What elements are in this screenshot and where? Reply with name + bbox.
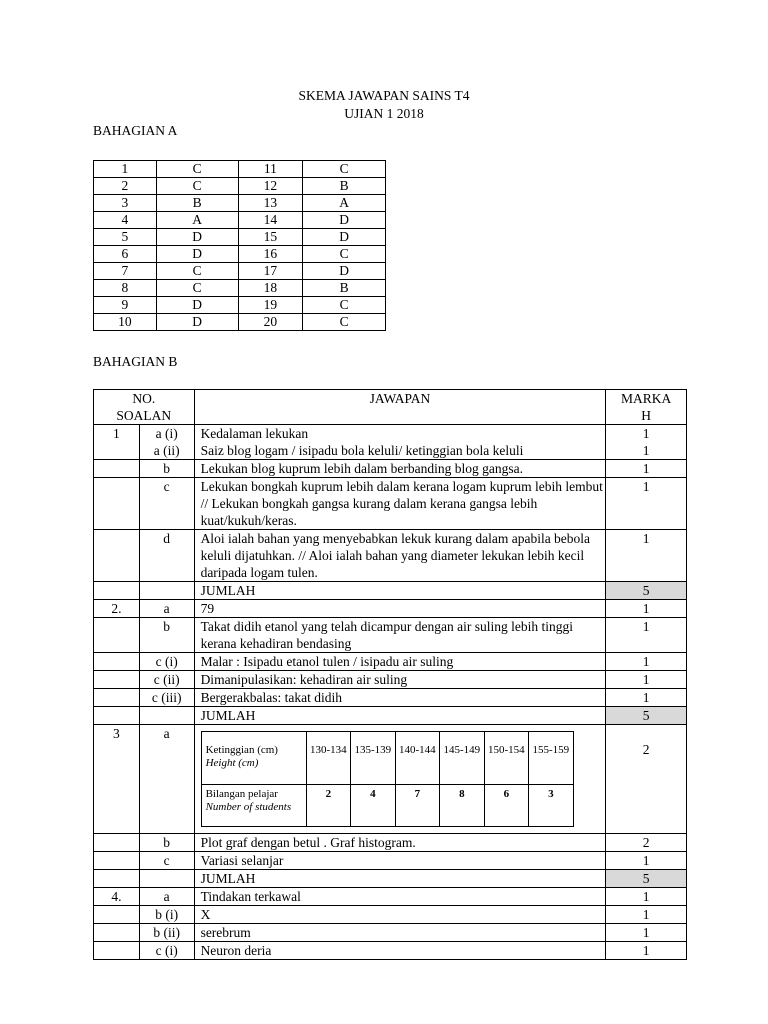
mark-value: 1 (606, 442, 687, 460)
sub-question: c (i) (139, 942, 194, 960)
students-row (201, 785, 573, 827)
answer-letter: C (156, 178, 238, 195)
answer-letter: C (303, 246, 386, 263)
total-row (94, 582, 687, 600)
answer-text: Dimanipulasikan: kehadiran air suling (194, 671, 606, 689)
sub-question: c (i) (139, 653, 194, 671)
table-row (94, 229, 386, 246)
question-number-empty (94, 834, 140, 852)
answer-text: Plot graf dengan betul . Graf histogram. (194, 834, 606, 852)
question-number-empty (94, 689, 140, 707)
question-number-empty (94, 653, 140, 671)
table-row (94, 195, 386, 212)
section-a-answer-table (93, 160, 386, 331)
sub-question: b (139, 460, 194, 478)
mark-value: 1 (606, 888, 687, 906)
question-number: 7 (94, 263, 157, 280)
height-label (201, 732, 306, 785)
question-number: 1 (94, 425, 140, 460)
mark-value: 1 (606, 653, 687, 671)
table-row (94, 297, 386, 314)
header-jawapan: JAWAPAN (194, 390, 606, 425)
answer-text: Tindakan terkawal (194, 888, 606, 906)
section-b-heading: BAHAGIAN B (93, 354, 178, 369)
sub-question: b (139, 834, 194, 852)
answer-letter: B (303, 280, 386, 297)
answer-letter: C (303, 161, 386, 178)
height-row (201, 732, 573, 785)
answer-text: serebrum (194, 924, 606, 942)
height-range: 155-159 (529, 732, 574, 785)
question-number-empty (94, 671, 140, 689)
students-label-ms: Bilangan pelajar (205, 788, 278, 800)
question-number-empty (94, 478, 140, 530)
mark-value: 2 (606, 725, 687, 834)
mark-value: 1 (606, 671, 687, 689)
height-range: 130-134 (306, 732, 351, 785)
table-row (94, 834, 687, 852)
answer-text: Neuron deria (194, 942, 606, 960)
total-value: 5 (606, 582, 687, 600)
question-number: 15 (238, 229, 303, 246)
sub-question: a (139, 888, 194, 906)
table-row (94, 178, 386, 195)
question-number: 16 (238, 246, 303, 263)
table-row (94, 725, 687, 834)
total-value: 5 (606, 707, 687, 725)
table-row (94, 942, 687, 960)
table-row (94, 671, 687, 689)
height-frequency-table (201, 731, 574, 827)
question-number: 8 (94, 280, 157, 297)
student-count: 4 (351, 785, 396, 827)
height-table-cell (194, 725, 606, 834)
table-row (94, 653, 687, 671)
question-number: 1 (94, 161, 157, 178)
student-count: 8 (440, 785, 485, 827)
table-row (94, 263, 386, 280)
height-label-en: Height (cm) (205, 757, 259, 769)
header-no-soalan (94, 390, 195, 425)
height-range: 140-144 (395, 732, 440, 785)
height-range: 145-149 (440, 732, 485, 785)
question-number: 13 (238, 195, 303, 212)
mark-value: 1 (606, 924, 687, 942)
answer-letter: A (156, 212, 238, 229)
question-number: 4 (94, 212, 157, 229)
total-empty-cell (94, 707, 140, 725)
student-count: 2 (306, 785, 351, 827)
mark-value: 2 (606, 834, 687, 852)
sub-question: c (ii) (139, 671, 194, 689)
students-label-en: Number of students (205, 801, 292, 813)
table-header-row (94, 390, 687, 425)
total-empty-cell (139, 707, 194, 725)
mark-value: 1 (606, 618, 687, 653)
answer-text: Aloi ialah bahan yang menyebabkan lekuk kurang dalam apabila bebola keluli dijatuhkan. // Aloi ialah bahan yang diameter lekukan lebih kecil daripada logam tulen. (194, 530, 606, 582)
question-number: 2. (94, 600, 140, 618)
answer-letter: C (156, 161, 238, 178)
answer-text: Lekukan blog kuprum lebih dalam berbanding blog gangsa. (194, 460, 606, 478)
mark-value: 1 (606, 478, 687, 530)
question-number: 3 (94, 195, 157, 212)
table-row (94, 852, 687, 870)
answer-letter: D (303, 212, 386, 229)
answer-text: Bergerakbalas: takat didih (194, 689, 606, 707)
mark-value: 1 (606, 852, 687, 870)
student-count: 3 (529, 785, 574, 827)
answer-letter: D (156, 229, 238, 246)
section-b-answer-table (93, 389, 687, 960)
table-row (94, 425, 687, 443)
sub-question: a (139, 725, 194, 834)
table-row (94, 618, 687, 653)
question-number: 20 (238, 314, 303, 331)
question-number-empty (94, 924, 140, 942)
table-row (94, 314, 386, 331)
question-number: 18 (238, 280, 303, 297)
sub-question: c (iii) (139, 689, 194, 707)
student-count: 6 (484, 785, 529, 827)
question-number: 10 (94, 314, 157, 331)
table-row (94, 280, 386, 297)
sub-question: c (139, 852, 194, 870)
sub-question: c (139, 478, 194, 530)
total-row (94, 707, 687, 725)
header-markah-line2: H (641, 408, 651, 423)
mark-value: 1 (606, 689, 687, 707)
question-number: 4. (94, 888, 140, 906)
total-empty-cell (139, 582, 194, 600)
question-number: 19 (238, 297, 303, 314)
table-row (94, 246, 386, 263)
table-row (94, 689, 687, 707)
total-value: 5 (606, 870, 687, 888)
table-row (94, 888, 687, 906)
answer-letter: D (156, 314, 238, 331)
sub-question: b (139, 618, 194, 653)
mark-value: 1 (606, 530, 687, 582)
student-count: 7 (395, 785, 440, 827)
total-empty-cell (94, 870, 140, 888)
mark-value: 1 (606, 425, 687, 443)
height-range: 135-139 (351, 732, 396, 785)
question-number-empty (94, 942, 140, 960)
answer-letter: D (156, 246, 238, 263)
page-subtitle: UJIAN 1 2018 (344, 106, 424, 121)
header-no-line1: NO. (132, 391, 156, 406)
sub-question: b (i) (139, 906, 194, 924)
question-number-empty (94, 906, 140, 924)
header-no-line2: SOALAN (116, 408, 172, 423)
answer-text: Malar : Isipadu etanol tulen / isipadu air suling (194, 653, 606, 671)
table-row (94, 924, 687, 942)
answer-text: Variasi selanjar (194, 852, 606, 870)
answer-letter: B (156, 195, 238, 212)
height-label-ms: Ketinggian (cm) (205, 744, 278, 756)
table-row (94, 906, 687, 924)
total-label: JUMLAH (194, 582, 606, 600)
sub-question: a (i) (139, 425, 194, 443)
table-row (94, 442, 687, 460)
students-label (201, 785, 306, 827)
question-number: 5 (94, 229, 157, 246)
table-row (94, 212, 386, 229)
answer-letter: C (303, 314, 386, 331)
table-row (94, 478, 687, 530)
answer-letter: C (303, 297, 386, 314)
sub-question: a (139, 600, 194, 618)
question-number: 17 (238, 263, 303, 280)
question-number: 14 (238, 212, 303, 229)
answer-text: 79 (194, 600, 606, 618)
mark-value: 1 (606, 942, 687, 960)
question-number: 9 (94, 297, 157, 314)
answer-letter: D (156, 297, 238, 314)
question-number-empty (94, 530, 140, 582)
total-empty-cell (139, 870, 194, 888)
answer-text: Lekukan bongkah kuprum lebih dalam kerana logam kuprum lebih lembut // Lekukan bongkah gangsa kurang dalam kerana gangsa lebih kuat/kukuh/keras. (194, 478, 606, 530)
question-number-empty (94, 460, 140, 478)
question-number: 12 (238, 178, 303, 195)
question-number: 6 (94, 246, 157, 263)
answer-text: X (194, 906, 606, 924)
answer-letter: D (303, 263, 386, 280)
section-a-heading: BAHAGIAN A (93, 123, 178, 138)
answer-letter: B (303, 178, 386, 195)
sub-question: d (139, 530, 194, 582)
total-row (94, 870, 687, 888)
answer-letter: C (156, 280, 238, 297)
table-row (94, 460, 687, 478)
height-range: 150-154 (484, 732, 529, 785)
table-row (94, 161, 386, 178)
mark-value: 1 (606, 460, 687, 478)
answer-text: Saiz blog logam / isipadu bola keluli/ ketinggian bola keluli (194, 442, 606, 460)
page-title: SKEMA JAWAPAN SAINS T4 (298, 88, 470, 103)
answer-text: Takat didih etanol yang telah dicampur dengan air suling lebih tinggi kerana kehadiran bendasing (194, 618, 606, 653)
mark-value: 1 (606, 600, 687, 618)
question-number: 3 (94, 725, 140, 834)
mark-value: 1 (606, 906, 687, 924)
table-row (94, 600, 687, 618)
table-row (94, 530, 687, 582)
sub-question: b (ii) (139, 924, 194, 942)
sub-question: a (ii) (139, 442, 194, 460)
total-empty-cell (94, 582, 140, 600)
answer-text: Kedalaman lekukan (194, 425, 606, 443)
header-markah-line1: MARKA (620, 391, 672, 406)
question-number: 11 (238, 161, 303, 178)
total-label: JUMLAH (194, 707, 606, 725)
answer-letter: C (156, 263, 238, 280)
header-markah (606, 390, 687, 425)
answer-letter: A (303, 195, 386, 212)
question-number-empty (94, 618, 140, 653)
question-number-empty (94, 852, 140, 870)
answer-letter: D (303, 229, 386, 246)
question-number: 2 (94, 178, 157, 195)
total-label: JUMLAH (194, 870, 606, 888)
